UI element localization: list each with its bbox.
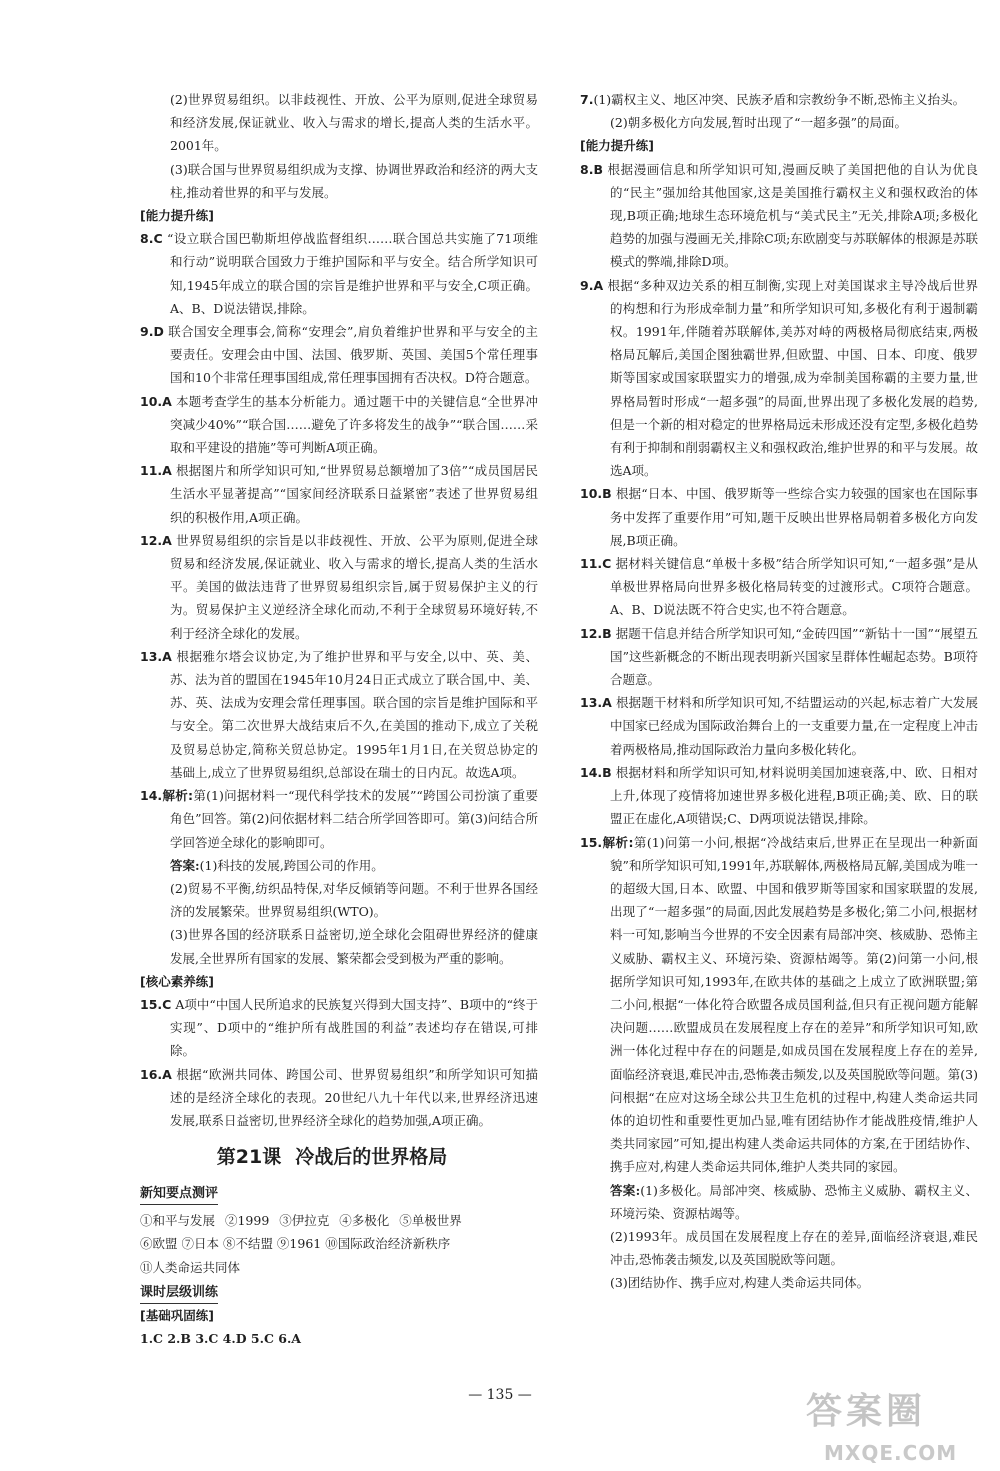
section-core-literacy: [核心素养练]	[140, 973, 214, 989]
lesson-heading	[140, 1142, 538, 1172]
answer-item-12: 12.A 世界贸易组织的宗旨是以非歧视性、开放、公平为原则,促进全球贸易和经济发展,保证就业、收入与需求的增长,提高人类的生活水平。美国的做法违背了世界贸易组织宗旨,属于贸易保护主义的行为。贸易保护主义逆经济全球化而动,不利于全球贸易环境好转,不利于经济全球化的发展。	[140, 532, 538, 641]
answer-item-9-right: 9.A 根据“多种双边关系的相互制衡,实现上对美国谋求主导冷战后世界的构想和行为形成牵制力量”和所学知识可知,多极化有利于遏制霸权。1991年,伴随着苏联解体,美苏对峙的两极格局彻底结束,两极格局瓦解后,美国企图独霸世界,但欧盟、中国、日本、印度、俄罗斯等国家或国家联盟实力的增强,成为牵制美国称霸的主要力量,世界格局暂时形成“一超多强”的局面,世界出现了多极化发展的趋势,但是一个新的相对稳定的世界格局远未形成还没有定型,多极化趋势有利于抑制和削弱霸权主义和强权政治,维护世界的和平与发展。故选A项。	[580, 277, 978, 479]
answer14-line-3: (3)世界各国的经济联系日益密切,逆全球化会阻碍世界经济的健康发展,全世界所有国家的发展、繁荣都会受到极为严重的影响。	[170, 927, 538, 966]
new-knowledge-heading: 新知要点测评	[140, 1184, 218, 1205]
class-training-heading: 课时层级训练	[140, 1283, 218, 1304]
watermark-text: 答案圈	[806, 1391, 927, 1432]
answer15-line-2: (2)1993年。成员国在发展程度上存在的差异,面临经济衰退,难民冲击,恐怖袭击频发,以及英国脱欧等问题。	[610, 1228, 978, 1268]
section-basic: [基础巩固练]	[140, 1307, 214, 1323]
page-number: — 135 —	[468, 1387, 532, 1403]
answer-item-9: 9.D 联合国安全理事会,简称“安理会”,肩负着维护世界和平与安全的主要责任。安理会由中国、法国、俄罗斯、英国、美国5个常任理事国和10个非常任理事国组成,常任理事国拥有否决权。D符合题意。	[140, 324, 538, 386]
lesson-title: 冷战后的世界格局	[295, 1146, 448, 1169]
right-column	[580, 88, 978, 1295]
watermark-logo	[800, 1391, 990, 1466]
answer14-line-1: 答案:(1)科技的发展,跨国公司的作用。	[170, 857, 384, 873]
answer-item-13-right: 13.A 根据题干材料和所学知识可知,不结盟运动的兴起,标志着广大发展中国家已经成为国际政治舞台上的一支重要力量,在一定程度上冲击着两极格局,推动国际政治力量向多极化转化。	[580, 695, 978, 757]
answer-item-10: 10.A 本题考查学生的基本分析能力。通过题干中的关键信息“全世界冲突减少40%”“联合国……避免了许多将发生的战争”“联合国……采取和平建设的措施”等可判断A项正确。	[140, 393, 538, 456]
section-ability-left: [能力提升练]	[140, 208, 214, 224]
answer-item-8-right: 8.B 根据漫画信息和所学知识可知,漫画反映了美国把他的自认为优良的“民主”强加给其他国家,这是美国推行霸权主义和强权政治的体现,B项正确;地球生态环境危机与“美式民主”无关,排除A项;多极化趋势的加强与漫画无关,排除C项;东欧剧变与苏联解体的根源是苏联模式的弊端,排除D项。	[580, 161, 978, 270]
answer-item-15-left: 15.C A项中“中国人民所追求的民族复兴得到大国支持”、B项中的“终于实现”、D项中的“维护所有战胜国的利益”表述均存在错误,可排除。	[140, 996, 538, 1059]
answer-item-12-right: 12.B 据题干信息并结合所学知识可知,“金砖四国”“新钻十一国”“展望五国”这些新概念的不断出现表明新兴国家呈群体性崛起态势。B项符合题意。	[580, 625, 978, 688]
lesson-number: 第21课	[216, 1146, 282, 1169]
answer-item-8: 8.C “设立联合国巴勒斯坦停战监督组织……联合国总共实施了71项维和行动”说明联合国致力于维护国际和平与安全。结合所学知识可知,1945年成立的联合国的宗旨是维护世界和平与安全,C项正确。A、B、D说法错误,排除。	[140, 231, 538, 316]
answer14-line-2: (2)贸易不平衡,纺织品特保,对华反倾销等问题。不利于世界各国经济的发展繁荣。世界贸易组织(WTO)。	[170, 880, 538, 920]
key-points-line-1: ①和平与发展 ②1999 ③伊拉克 ④多极化 ⑤单极世界	[140, 1213, 462, 1229]
answer-item-7-part2: (2)朝多极化方向发展,暂时出现了“一超多强”的局面。	[610, 115, 907, 131]
key-points-line-2: ⑥欧盟 ⑦日本 ⑧不结盟 ⑨1961 ⑩国际政治经济新秩序	[140, 1236, 451, 1252]
answer15-line-1: 答案:(1)多极化。局部冲突、核威胁、恐怖主义威胁、霸权主义、环境污染、资源枯竭等。	[610, 1182, 978, 1221]
answer-item-14-right: 14.B 根据材料和所学知识可知,材料说明美国加速衰落,中、欧、日相对上升,体现了疫情将加速世界多极化进程,B项正确;美、欧、日的联盟正在虚化,A项错误;C、D两项说法错误,排除。	[580, 764, 978, 827]
answer-item-7-part1: 7.(1)霸权主义、地区冲突、民族矛盾和宗教纷争不断,恐怖主义抬头。	[580, 92, 966, 107]
answer-item-15-right: 15.解析:第(1)问第一小问,根据“冷战结束后,世界正在呈现出一种新面貌”和所学知识可知,1991年,苏联解体,两极格局瓦解,美国成为唯一的超级大国,日本、欧盟、中国和俄罗斯等国家和国家联盟的发展,出现了“一超多强”的局面,因此发展趋势是多极化;第二小问,根据材料一可知,影响当今世界的不安全因素有局部冲突、核威胁、恐怖主义威胁、霸权主义、环境污染、资源枯竭等。第(2)问第一小问,根据所学知识可知,1993年,在欧共体的基础之上成立了欧洲联盟;第二小问,根据“一体化符合欧盟各成员国利益,但只有正视问题方能解决问题……欧盟成员在发展程度上存在的差异”和所学知识可知,欧洲一体化过程中存在的问题是,如成员国在发展程度上存在的差异,面临经济衰退,难民冲击,恐怖袭击频发,以及英国脱欧等问题。第(3)问根据“在应对这场全球公共卫生危机的过程中,构建人类命运共同体的迫切性和重要性更加凸显,唯有团结协作才能战胜疫情,维护人类共同家园”可知,提出构建人类命运共同体的方案,在于团结协作、携手应对,构建人类命运共同体,维护人类共同的家园。	[580, 834, 978, 1175]
answer-item-16: 16.A 根据“欧洲共同体、跨国公司、世界贸易组织”和所学知识可知描述的是经济全球化的表现。20世纪八九十年代以来,世界经济迅速发展,联系日益密切,世界经济全球化的趋势加强,A项正确。	[140, 1066, 538, 1128]
key-points-line-3: ⑪人类命运共同体	[140, 1259, 241, 1275]
basic-answers: 1.C 2.B 3.C 4.D 5.C 6.A	[140, 1330, 302, 1346]
section-ability-right: [能力提升练]	[580, 138, 654, 154]
watermark-url: MXQE.COM	[824, 1441, 958, 1465]
left-column	[140, 88, 538, 1350]
intro-paragraph-3: (3)联合国与世界贸易组织成为支撑、协调世界政治和经济的两大支柱,推动着世界的和平与发展。	[170, 161, 538, 200]
answer-item-14: 14.解析:第(1)问据材料一“现代科学技术的发展”“跨国公司扮演了重要角色”回答。第(2)问依据材料二结合所学回答即可。第(3)问结合所学回答逆全球化的影响即可。	[140, 788, 538, 850]
answer-item-10-right: 10.B 根据“日本、中国、俄罗斯等一些综合实力较强的国家也在国际事务中发挥了重要作用”可知,题干反映出世界格局朝着多极化方向发展,B项正确。	[580, 486, 978, 548]
answer-item-11: 11.A 根据图片和所学知识可知,“世界贸易总额增加了3倍”“成员国居民生活水平显著提高”“国家间经济联系日益紧密”表述了世界贸易组织的积极作用,A项正确。	[140, 463, 538, 525]
answer-item-13: 13.A 根据雅尔塔会议协定,为了维护世界和平与安全,以中、英、美、苏、法为首的盟国在1945年10月24日正式成立了联合国,中、美、苏、英、法成为安理会常任理事国。联合国的宗旨是维护国际和平与安全。第二次世界大战结束后不久,在美国的推动下,成立了关税及贸易总协定,简称关贸总协定。1995年1月1日,在关贸总协定的基础上,成立了世界贸易组织,总部设在瑞士的日内瓦。故选A项。	[140, 648, 538, 780]
intro-paragraph-2: (2)世界贸易组织。以非歧视性、开放、公平为原则,促进全球贸易和经济发展,保证就业、收入与需求的增长,提高人类的生活水平。2001年。	[170, 92, 538, 154]
answer-item-11-right: 11.C 据材料关键信息“单极十多极”结合所学知识可知,“一超多强”是从单极世界格局向世界多极化格局转变的过渡形式。C项符合题意。A、B、D说法既不符合史实,也不符合题意。	[580, 556, 978, 618]
answer15-line-3: (3)团结协作、携手应对,构建人类命运共同体。	[610, 1275, 870, 1291]
